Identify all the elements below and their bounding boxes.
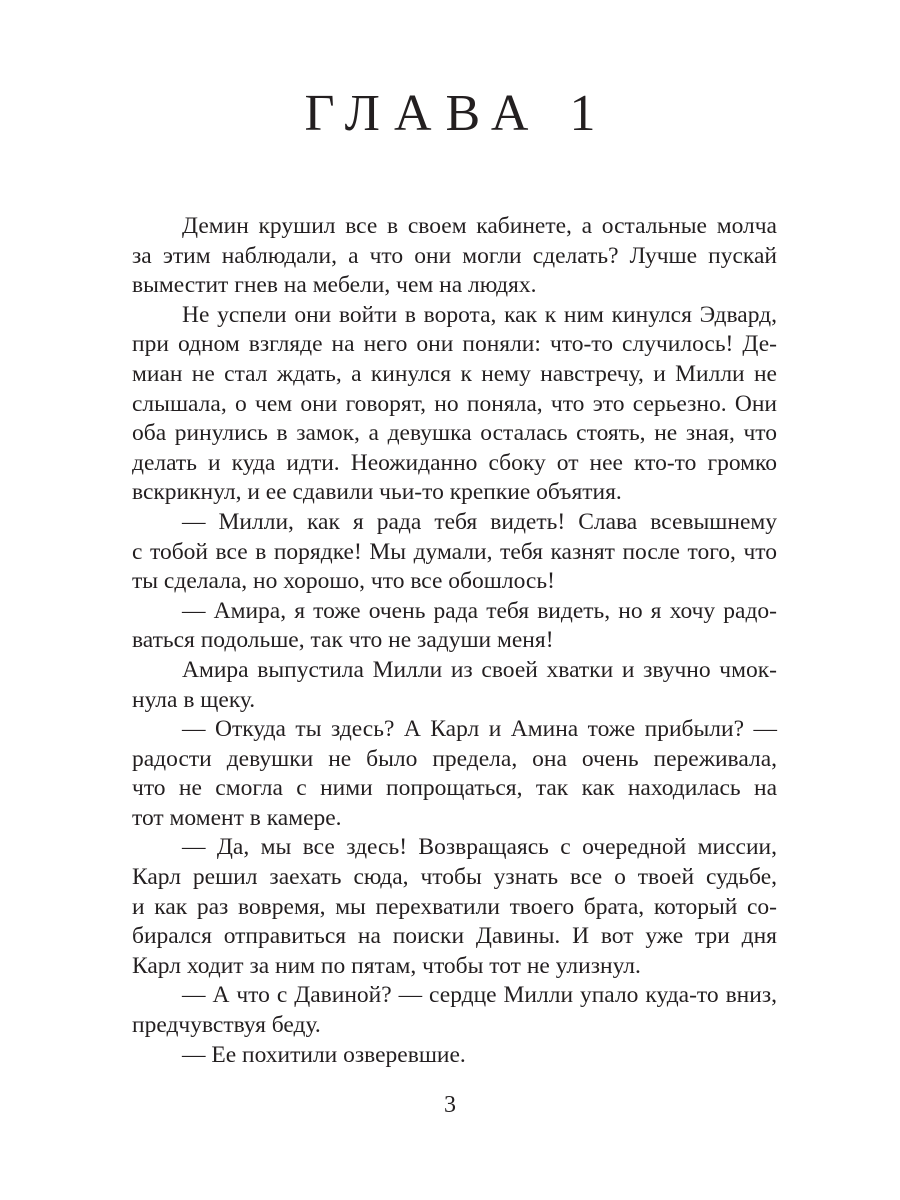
text-line: предчувствуя беду. bbox=[132, 1012, 321, 1039]
text-line: — Амира, я тоже очень рада тебя видеть, но я хочу радо- bbox=[182, 597, 777, 624]
text-line: радости девушки не было предела, она очень переживала, bbox=[132, 745, 777, 772]
text-line: Не успели они войти в ворота, как к ним кинулся Эдвард, bbox=[182, 301, 777, 328]
text-line: — Откуда ты здесь? А Карл и Амина тоже прибыли? — bbox=[182, 716, 777, 743]
text-line: — А что с Давиной? — сердце Милли упало куда-то вниз, bbox=[182, 982, 777, 1009]
text-line: Карл решил заехать сюда, чтобы узнать все о твоей судьбе, bbox=[132, 864, 777, 891]
page-number: 3 bbox=[444, 1092, 456, 1118]
text-line: и как раз вовремя, мы перехватили твоего брата, который со- bbox=[132, 893, 777, 920]
text-line: что не смогла с ними попрощаться, так как находилась на bbox=[132, 775, 777, 802]
text-line: — Милли, как я рада тебя видеть! Слава всевышнему bbox=[182, 508, 777, 535]
text-line: с тобой все в порядке! Мы думали, тебя казнят после того, что bbox=[132, 538, 777, 565]
text-line: Демин крушил все в своем кабинете, а остальные молча bbox=[182, 213, 777, 239]
text-line: миан не стал ждать, а кинулся к нему навстречу, и Милли не bbox=[132, 360, 777, 387]
text-line: ваться подольше, так что не задуши меня! bbox=[132, 627, 554, 654]
text-line: бирался отправиться на поиски Давины. И вот уже три дня bbox=[132, 923, 777, 950]
text-line: вскрикнул, и ее сдавили чьи-то крепкие объятия. bbox=[132, 479, 622, 506]
text-line: за этим наблюдали, а что они могли сделать? Лучше пускай bbox=[132, 242, 777, 269]
text-line: ты сделала, но хорошо, что все обошлось! bbox=[132, 568, 555, 595]
text-line: — Ее похитили озверевшие. bbox=[182, 1041, 466, 1068]
text-line: Амира выпустила Милли из своей хватки и звучно чмок- bbox=[182, 656, 777, 683]
text-line: слышала, о чем они говорят, но поняла, что это серьезно. Они bbox=[132, 390, 777, 417]
text-line: при одном взгляде на него они поняли: что-то случилось! Де- bbox=[132, 331, 777, 358]
text-line: нула в щеку. bbox=[132, 686, 256, 713]
text-line: — Да, мы все здесь! Возвращаясь с очередной миссии, bbox=[182, 834, 777, 861]
chapter-title: ГЛАВА 1 bbox=[304, 85, 610, 142]
text-line: выместит гнев на мебели, чем на людях. bbox=[132, 272, 537, 299]
text-line: тот момент в камере. bbox=[132, 804, 342, 831]
chapter-body-text bbox=[132, 212, 777, 1070]
text-line: Карл ходит за ним по пятам, чтобы тот не улизнул. bbox=[132, 952, 641, 979]
text-line: оба ринулись в замок, а девушка осталась стоять, не зная, что bbox=[132, 420, 777, 447]
text-line: делать и куда идти. Неожиданно сбоку от нее кто-то громко bbox=[132, 449, 777, 476]
